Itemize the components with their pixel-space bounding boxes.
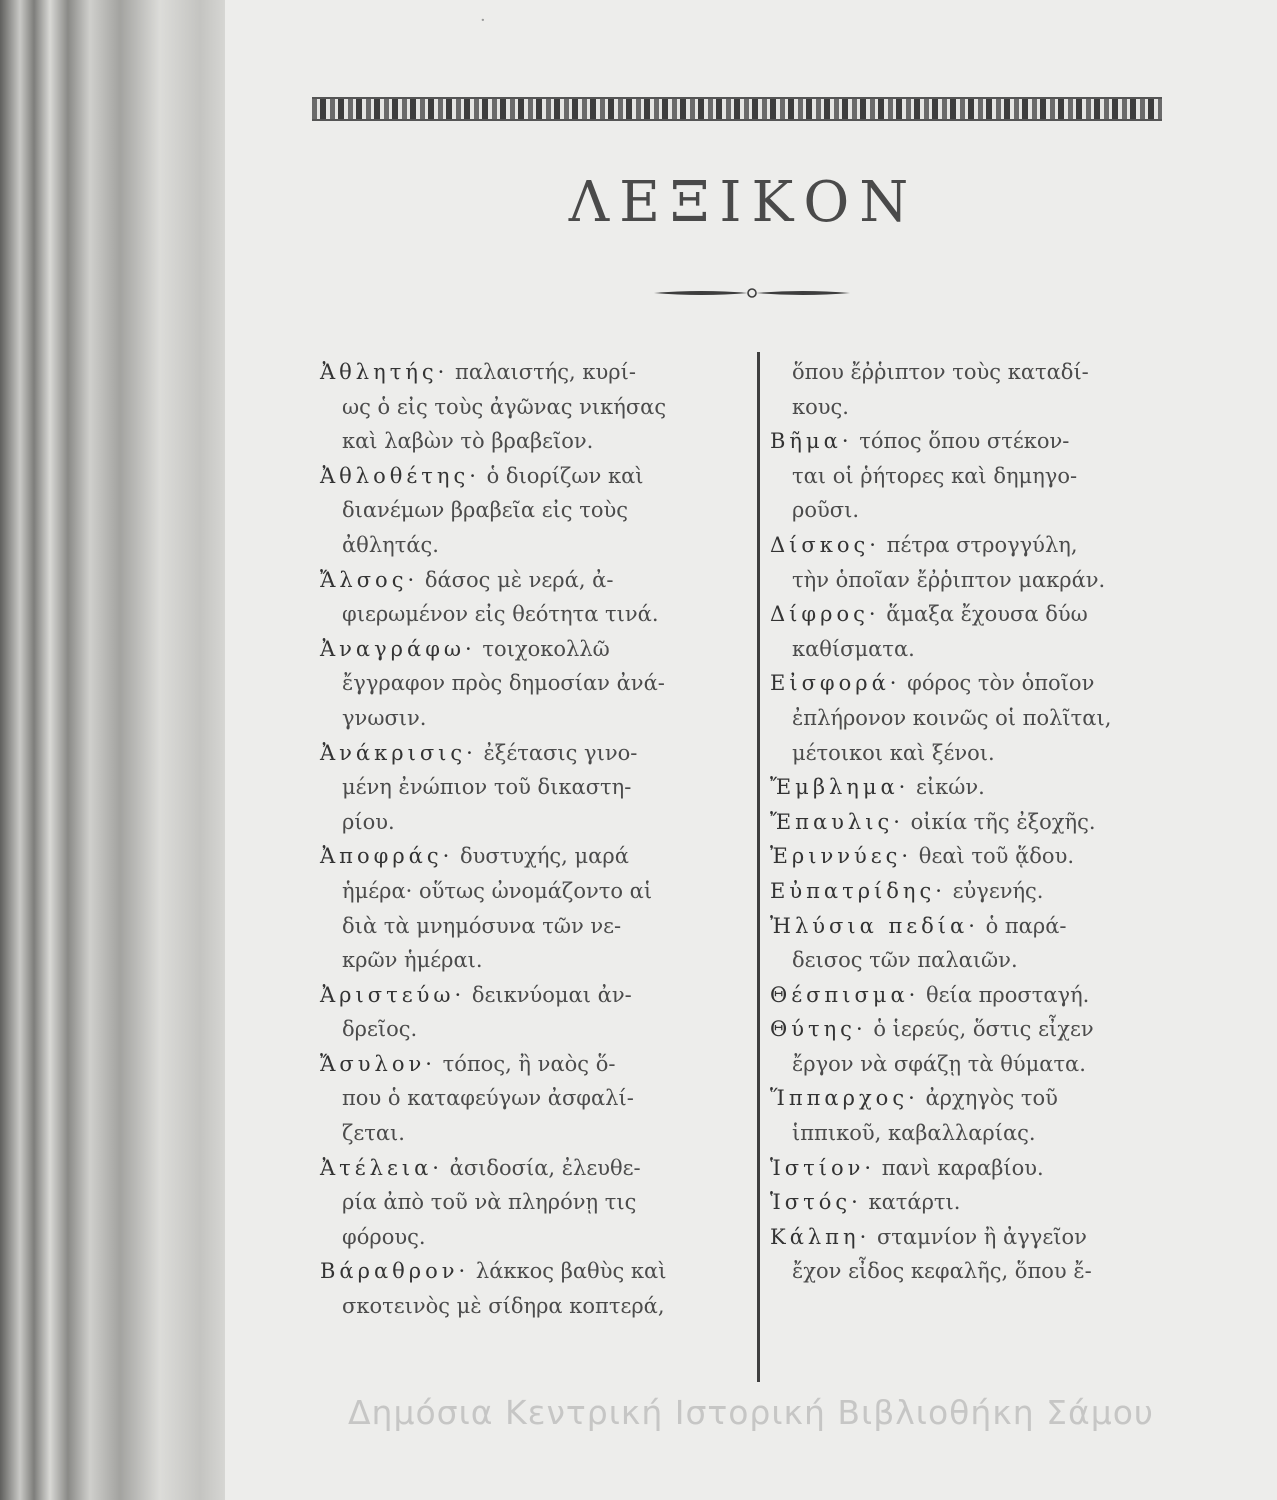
entry-headword: Ἀτέλεια· [320,1155,443,1180]
dictionary-line [770,1116,1210,1151]
entry-text: διὰ τὰ μνημόσυνα τῶν νε- [342,913,622,938]
entry-text: ἡμέρα· οὕτως ὠνομάζοντο αἱ [342,878,653,903]
dictionary-line [770,805,1210,840]
dictionary-line [320,1254,760,1289]
dictionary-line [770,666,1210,701]
dictionary-line [320,839,760,874]
entry-headword: Δίφρος· [770,602,880,627]
entry-headword: Βάραθρον· [320,1259,470,1284]
dictionary-line [770,528,1210,563]
dictionary-line [320,355,760,390]
dictionary-line [320,805,760,840]
dictionary-line [320,424,760,459]
entry-text: ὅπου ἔῤῥιπτον τοὺς καταδί- [792,360,1089,384]
dictionary-line [770,943,1210,978]
dictionary-line [320,563,760,598]
entry-text: ται οἱ ῥήτορες καὶ δημηγο- [792,463,1078,488]
entry-text: ἐπλήρονον κοινῶς οἱ πολῖται, [792,705,1112,730]
entry-headword: Βῆμα· [770,429,853,454]
entry-text: ζεται. [342,1121,405,1146]
dictionary-line [320,390,760,425]
dictionary-line [770,1151,1210,1186]
library-watermark: Δημόσια Κεντρική Ιστορική Βιβλιοθήκη Σάμου [347,1393,1154,1432]
dictionary-line [320,770,760,805]
entry-text: λάκκος βαθὺς καὶ [475,1259,667,1284]
entry-text: θεαὶ τοῦ ᾅδου. [918,844,1075,869]
entry-text: ὁ ἱερεύς, ὅστις εἶχεν [873,1017,1094,1042]
entry-headword: Ἔπαυλις· [770,809,904,834]
entry-text: κους. [792,394,849,419]
dictionary-line [320,1081,760,1116]
entry-text: φιερωμένον εἰς θεότητα τινά. [342,602,659,627]
dictionary-line [320,632,760,667]
entry-text: κρῶν ἡμέραι. [342,948,483,973]
entry-text: τόπος, ἢ ναὸς ὅ- [442,1051,616,1076]
dictionary-line [770,736,1210,771]
entry-text: ἀρχηγὸς τοῦ [925,1086,1058,1111]
entry-headword: Ἀποφράς· [320,844,454,869]
dictionary-line [770,632,1210,667]
entry-headword: Εὐπατρίδης· [770,878,946,903]
entry-headword: Ἀθλητής· [320,360,449,384]
entry-text: ἅμαξα ἔχουσα δύω [886,602,1088,627]
entry-text: διανέμων βραβεῖα εἰς τοὺς [342,498,629,523]
entry-text: φόρους. [342,1224,426,1249]
page-title: ΛΕΞΙΚΟΝ [568,170,919,235]
dictionary-line [770,390,1210,425]
dictionary-line [770,978,1210,1013]
dictionary-line [770,424,1210,459]
entry-text: πανὶ καραβίου. [881,1155,1044,1180]
page-mark: · [480,10,486,31]
entry-text: δρεῖος. [342,1017,418,1042]
header-ornament-border [312,97,1162,121]
dictionary-line [320,459,760,494]
dictionary-line [770,459,1210,494]
dictionary-line [320,528,760,563]
dictionary-line [320,874,760,909]
column-divider [757,352,760,1382]
entry-text: ἔχον εἶδος κεφαλῆς, ὅπου ἔ- [792,1259,1092,1284]
entry-headword: Θέσπισμα· [770,982,920,1007]
entry-headword: Ἱστός· [770,1190,862,1215]
title-flourish-ornament [652,285,852,301]
dictionary-column-right [770,355,1210,1289]
entry-text: ἀσιδοσία, ἐλευθε- [449,1155,641,1180]
dictionary-line [320,493,760,528]
entry-text: μέτοικοι καὶ ξένοι. [792,740,995,765]
entry-text: ως ὁ εἰς τοὺς ἀγῶνας νικήσας [342,394,667,419]
dictionary-line [770,355,1210,390]
entry-text: μένη ἐνώπιον τοῦ δικαστη- [342,775,632,800]
entry-text: ἀθλητάς. [342,532,439,557]
entry-text: ἔργον νὰ σφάζῃ τὰ θύματα. [792,1051,1086,1076]
entry-text: εἰκών. [916,775,985,800]
entry-text: ἐξέτασις γινο- [483,740,638,765]
dictionary-column-left [320,355,760,1324]
entry-headword: Ἱστίον· [770,1155,876,1180]
dictionary-line [320,1289,760,1324]
entry-headword: Κάλπη· [770,1224,871,1249]
dictionary-line [320,1116,760,1151]
entry-text: ὁ παρά- [985,913,1067,938]
entry-headword: Θύτης· [770,1017,867,1042]
entry-text: γνωσιν. [342,705,427,730]
dictionary-line [320,978,760,1013]
dictionary-line [770,909,1210,944]
dictionary-line [770,1220,1210,1255]
entry-headword: Ἄσυλον· [320,1051,436,1076]
entry-text: οἰκία τῆς ἐξοχῆς. [910,809,1096,834]
entry-text: θεία προσταγή. [926,982,1090,1007]
entry-text: ὁ διορίζων καὶ [486,463,644,488]
dictionary-line [770,563,1210,598]
entry-headword: Ἀναγράφω· [320,636,476,661]
dictionary-line [320,943,760,978]
dictionary-line [320,701,760,736]
dictionary-line [320,1012,760,1047]
dictionary-line [320,1185,760,1220]
entry-text: δεικνύομαι ἀν- [471,982,632,1007]
entry-text: φόρος τὸν ὁποῖον [907,671,1095,696]
dictionary-line [770,1081,1210,1116]
dictionary-line [770,493,1210,528]
entry-headword: Ἐριννύες· [770,844,913,869]
entry-text: σταμνίον ἢ ἀγγεῖον [876,1224,1087,1249]
entry-headword: Ἀθλοθέτης· [320,463,480,488]
entry-headword: Δίσκος· [770,532,880,557]
dictionary-line [770,701,1210,736]
dictionary-line [320,736,760,771]
entry-text: εὐγενής. [952,878,1044,903]
dictionary-line [320,909,760,944]
entry-headword: Ἠλύσια πεδία· [770,913,979,938]
entry-text: δάσος μὲ νερά, ἀ- [424,567,614,592]
entry-headword: Ἵππαρχος· [770,1086,919,1111]
dictionary-line [770,770,1210,805]
entry-text: που ὁ καταφεύγων ἀσφαλί- [342,1086,634,1111]
entry-headword: Ἔμβλημα· [770,775,910,800]
dictionary-line [770,597,1210,632]
dictionary-line [320,666,760,701]
entry-text: τοιχοκολλῶ [482,636,610,661]
entry-text: ἱππικοῦ, καβαλλαρίας. [792,1121,1036,1146]
dictionary-line [770,874,1210,909]
entry-text: καθίσματα. [792,636,915,661]
entry-text: ρίου. [342,809,395,834]
entry-text: δυστυχής, μαρά [459,844,629,869]
entry-text: τόπος ὅπου στέκον- [859,429,1070,454]
entry-headword: Ἀνάκρισις· [320,740,477,765]
dictionary-line [770,1185,1210,1220]
entry-text: ἔγγραφον πρὸς δημοσίαν ἀνά- [342,671,665,696]
dictionary-line [320,1220,760,1255]
entry-text: πέτρα στρογγύλη, [886,532,1078,557]
entry-text: ρία ἀπὸ τοῦ νὰ πληρόνῃ τις [342,1190,637,1215]
entry-text: καὶ λαβὼν τὸ βραβεῖον. [342,429,594,454]
entry-text: κατάρτι. [868,1190,961,1215]
dictionary-line [770,1012,1210,1047]
dictionary-line [320,597,760,632]
dictionary-line [770,1047,1210,1082]
dictionary-line [770,1254,1210,1289]
dictionary-line [770,839,1210,874]
entry-text: δεισος τῶν παλαιῶν. [792,948,1018,973]
entry-headword: Ἀριστεύω· [320,982,466,1007]
dictionary-line [320,1151,760,1186]
entry-text: σκοτεινὸς μὲ σίδηρα κοπτερά, [342,1294,665,1319]
entry-text: ροῦσι. [792,498,859,523]
entry-text: παλαιστής, κυρί- [455,360,636,384]
entry-headword: Εἰσφορά· [770,671,901,696]
dictionary-line [320,1047,760,1082]
entry-headword: Ἄλσος· [320,567,419,592]
entry-text: τὴν ὁποῖαν ἔῤῥιπτον μακράν. [792,567,1106,592]
